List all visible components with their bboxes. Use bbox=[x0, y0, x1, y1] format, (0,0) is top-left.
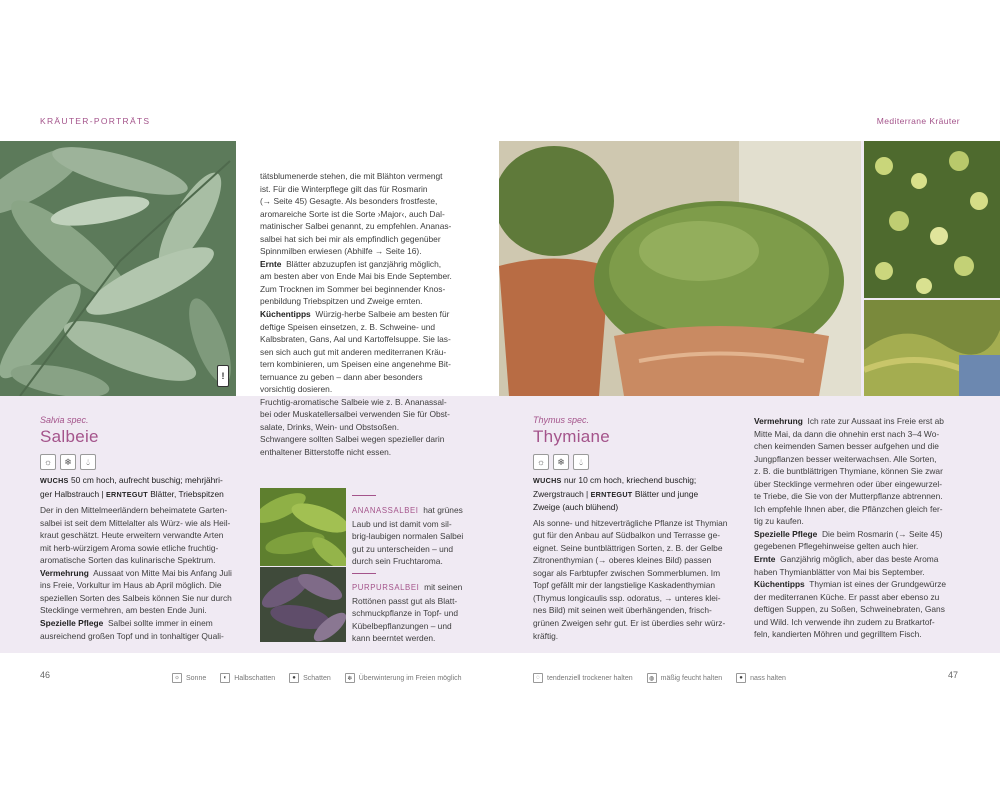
legend-item-dry bbox=[533, 673, 633, 683]
text-line: hat grünes bbox=[423, 505, 463, 515]
sage-column2-text bbox=[260, 170, 492, 459]
text-line: vorsichtig dosieren. bbox=[260, 384, 333, 395]
water-drop-icon: ◌ bbox=[533, 673, 543, 683]
purple-sage-photo bbox=[260, 567, 346, 642]
creeping-thyme-photo bbox=[864, 300, 1000, 396]
legend-label: Sonne bbox=[186, 674, 207, 682]
photo-info-badge: ! bbox=[217, 365, 229, 387]
text-line: Kalbsbraten, Gans, Aal und Kartoffelsuppe. Sie las- bbox=[260, 334, 451, 345]
text-line: Topf gefällt mir der langstielige Kaskadenthymian bbox=[533, 580, 716, 591]
snowflake-icon: ❄ bbox=[345, 673, 355, 683]
sun-icon: ☼ bbox=[172, 673, 182, 683]
water-drop-icon: ◍ bbox=[647, 673, 657, 683]
legend-item-shade bbox=[289, 673, 331, 683]
text-line: penbildung Triebspitzen und Zweige ernten. bbox=[260, 296, 423, 307]
text-line: und Wild. Ich verwende ihn zudem zu Bratkartof- bbox=[754, 616, 935, 627]
legend-label: Schatten bbox=[303, 674, 331, 682]
text-line: feln, kandierten Möhren und gegrilltem Fisch. bbox=[754, 629, 922, 640]
text-line: grünen Zweigen sehr gut. Er ist überdies sehr würz- bbox=[533, 618, 726, 629]
sage-care-icons bbox=[40, 454, 96, 470]
text-line: Blätter, Triebspitzen bbox=[147, 488, 224, 499]
text-line: aromatische Sorten das kulinarische Spektrum. bbox=[40, 555, 216, 566]
section-header-left: KRÄUTER-PORTRÄTS bbox=[40, 116, 151, 126]
text-line: kann beerntet werden. bbox=[352, 633, 436, 644]
text-line: ausreichend großen Topf und in tonhaltiger Quali- bbox=[40, 630, 224, 641]
text-line: Ich empfehle Ihnen aber, die Pflänzchen gleich fer- bbox=[754, 503, 943, 514]
text-line: Als sonne- und hitzeverträgliche Pflanze ist Thymian bbox=[533, 517, 728, 528]
sun-icon: ☼ bbox=[40, 454, 56, 470]
text-line: Fruchtig-aromatische Salbeie wie z. B. Ananassal- bbox=[260, 396, 447, 407]
text-line: Ganzjährig möglich, aber das beste Aroma bbox=[780, 554, 939, 565]
text-line: Die beim Rosmarin (→ Seite 45) bbox=[821, 528, 943, 539]
text-line: Stecklinge vermehren, am besten Ende Juni. bbox=[40, 605, 207, 616]
text-line: Laub und ist damit vom sil- bbox=[352, 518, 452, 529]
text-line: brig-laubigen normalen Salbei bbox=[352, 531, 464, 542]
legend-label: tendenziell trockener halten bbox=[547, 674, 633, 682]
text-line: aromareiche Sorte ist die Sorte ›Major‹, auch Dal- bbox=[260, 208, 445, 219]
text-line: deftige Speisen einsetzen, z. B. Schweine- und bbox=[260, 321, 436, 332]
snowflake-icon: ❄ bbox=[553, 454, 569, 470]
legend-label: Überwinterung im Freien möglich bbox=[358, 674, 462, 682]
text-line: Zwergstrauch | bbox=[533, 488, 591, 499]
legend-item-moist bbox=[647, 673, 722, 683]
kuechentipps-label: Küchentipps bbox=[260, 309, 311, 320]
text-line: gegebenen Pflegehinweise gelten auch hier. bbox=[754, 541, 919, 552]
erntegut-label: ERNTEGUT bbox=[105, 489, 148, 499]
text-line: mit herb-würzigem Aroma sowie etliche fruchtig- bbox=[40, 542, 219, 553]
legend-left bbox=[172, 673, 461, 683]
vermehrung-label: Vermehrung bbox=[40, 567, 89, 578]
text-line: Der in den Mittelmeerländern beheimatete Garten- bbox=[40, 505, 228, 516]
text-line: salbei ist seit dem Mittelalter als Würz- wie als Heil- bbox=[40, 517, 231, 528]
text-line: tig zu kaufen. bbox=[754, 516, 804, 527]
text-line: ternuance zu geben – dann aber besonders bbox=[260, 371, 423, 382]
text-line: kraut geschätzt. Heute erweitern verwandte Arten bbox=[40, 530, 224, 541]
thyme-pot-photo bbox=[499, 141, 861, 396]
text-line: Salbei sollte immer in einem bbox=[107, 618, 213, 629]
purple-sage-caption bbox=[352, 581, 492, 645]
sun-icon: ☼ bbox=[533, 454, 549, 470]
text-line: bei oder Muskatellersalbei verwenden Sie für Obst- bbox=[260, 409, 450, 420]
snowflake-icon: ❄ bbox=[60, 454, 76, 470]
text-line: salate, Drinks, Wein- und Obstsoßen. bbox=[260, 421, 400, 432]
text-line: Jungpflanzen besser weiterwachsen. Alle Sorten, bbox=[754, 453, 937, 464]
text-line: eignet. Seine buntblättrigen Sorten, z. B. der Gelbe bbox=[533, 542, 723, 553]
text-line: kräftig. bbox=[533, 630, 559, 641]
text-line: Thymian ist eines der Grundgewürze bbox=[809, 579, 947, 590]
text-line: Blätter abzuzupfen ist ganzjährig möglich, bbox=[286, 258, 442, 269]
text-line: salbei hat sich bei mir als empfindlich gegenüber bbox=[260, 233, 441, 244]
thyme-care-icons bbox=[533, 454, 589, 470]
section-header-right: Mediterrane Kräuter bbox=[876, 116, 960, 126]
text-line: deftigen Suppen, zu Soßen, Schweinebraten, Gans bbox=[754, 604, 945, 615]
text-line: matinischer Salbei genannt, zu empfehlen. Ananas- bbox=[260, 221, 452, 232]
thyme-column2-text bbox=[754, 415, 964, 641]
text-line: tätsblumenerde stehen, die mit Blähton vermengt bbox=[260, 171, 443, 181]
text-line: tern kombinieren, um Speisen eine angenehme Bit- bbox=[260, 359, 451, 370]
text-line: chen keimenden Samen besser aufgehen und die bbox=[754, 441, 939, 452]
ernte-label: Ernte bbox=[260, 258, 282, 269]
lemon-thyme-photo bbox=[864, 141, 1000, 298]
caption-divider bbox=[352, 495, 376, 496]
text-line: Zweige (auch blühend) bbox=[533, 502, 619, 513]
sage-latin-name: Salvia spec. bbox=[40, 415, 89, 425]
text-line: Kübelbepflanzungen – und bbox=[352, 620, 452, 631]
half-shade-icon: ◐ bbox=[220, 673, 230, 683]
text-line: Rottönen passt gut als Blatt- bbox=[352, 595, 458, 606]
pflege-label: Spezielle Pflege bbox=[754, 528, 818, 539]
legend-item-sun bbox=[172, 673, 206, 683]
water-drop-icon: 💧︎ bbox=[573, 454, 589, 470]
text-line: (Thymus longicaulis ssp. odoratus, → unteres klei- bbox=[533, 592, 721, 603]
text-line: z. B. die buntblättrigen Thymiane, können Sie zwar bbox=[754, 466, 943, 477]
water-drop-icon: 💧︎ bbox=[80, 454, 96, 470]
text-line: Ich rate zur Aussaat ins Freie erst ab bbox=[807, 416, 944, 426]
pineapple-sage-photo bbox=[260, 488, 346, 566]
text-line: nes Bild) mit seinen weit überhängenden, frisch- bbox=[533, 605, 712, 616]
text-line: enthaltener Bitterstoffe nicht essen. bbox=[260, 447, 392, 458]
text-line: über Stecklinge vermehren oder über eingewurzel- bbox=[754, 478, 943, 489]
text-line: am besten aber von Ende Mai bis Ende September. bbox=[260, 271, 452, 282]
text-line: Würzig-herbe Salbeie am besten für bbox=[315, 309, 450, 320]
text-line: speziellen Sorten des Salbeis können Sie nur durch bbox=[40, 592, 232, 603]
text-line: Blätter und junge bbox=[632, 488, 699, 499]
purple-sage-title: PURPURSALBEI bbox=[352, 583, 420, 592]
text-line: Aussaat von Mitte Mai bis Anfang Juli bbox=[93, 567, 232, 578]
text-line: Mitte Mai, da dann die ohnehin erst nach 3–4 Wo- bbox=[754, 428, 940, 439]
sage-photo bbox=[0, 141, 236, 396]
page-number-right: 47 bbox=[947, 670, 958, 680]
ernte-label: Ernte bbox=[754, 554, 776, 565]
shade-icon: ● bbox=[289, 673, 299, 683]
thyme-title: Thymiane bbox=[533, 427, 611, 446]
wuchs-label: WUCHS bbox=[40, 476, 69, 485]
text-line: nur 10 cm hoch, kriechend buschig; bbox=[563, 475, 697, 485]
column2-intro-lines bbox=[260, 170, 492, 258]
text-line: gut zu unterscheiden – und bbox=[352, 543, 454, 554]
text-line: 50 cm hoch, aufrecht buschig; mehrjähri- bbox=[70, 475, 223, 485]
text-line: Zum Trocknen im Sommer bei beginnender Knos- bbox=[260, 283, 446, 294]
legend-item-half-shade bbox=[220, 673, 275, 683]
pineapple-sage-title: ANANASSALBEI bbox=[352, 506, 419, 515]
legend-label: Halbschatten bbox=[234, 674, 276, 682]
wuchs-label: WUCHS bbox=[533, 476, 562, 485]
thyme-body-text bbox=[533, 474, 738, 642]
text-line: gut für den Anbau auf Südbalkon und Terrasse ge- bbox=[533, 530, 721, 541]
sage-body-text bbox=[40, 474, 248, 642]
text-line: te Triebe, die Sie von der Mutterpflanze abtrennen. bbox=[754, 491, 943, 502]
page-number-left: 46 bbox=[40, 670, 51, 680]
pflege-label: Spezielle Pflege bbox=[40, 618, 104, 629]
text-line: Schwangere sollten Salbei wegen spezieller darin bbox=[260, 434, 445, 445]
water-drop-icon: ● bbox=[736, 673, 746, 683]
kuechentipps-label: Küchentipps bbox=[754, 579, 805, 590]
thyme-latin-name: Thymus spec. bbox=[533, 415, 590, 425]
text-line: durch sein Fruchtaroma. bbox=[352, 556, 443, 567]
text-line: ins Freie, Vorkultur im Haus ab April möglich. Die bbox=[40, 580, 222, 591]
caption-divider bbox=[352, 573, 376, 574]
text-line: sen sich auch gut mit anderen mediterranen Kräu- bbox=[260, 346, 447, 357]
text-line: sogar als Farbtupfer zwischen Sommerblumen. Im bbox=[533, 567, 721, 578]
text-line: (→ Seite 45) Gesagte. Als besonders frostfeste, bbox=[260, 196, 438, 207]
text-line: Spinnmilben erwiesen (Abhilfe → Seite 16). bbox=[260, 246, 422, 257]
legend-label: nass halten bbox=[750, 674, 786, 682]
text-line: schmuckpflanze in Topf- und bbox=[352, 608, 458, 619]
pineapple-sage-caption bbox=[352, 504, 492, 568]
legend-right bbox=[533, 673, 786, 683]
text-line: mit seinen bbox=[424, 582, 463, 592]
text-line: ger Halbstrauch | bbox=[40, 488, 106, 499]
text-line: der mediterranen Küche. Er passt aber ebenso zu bbox=[754, 591, 940, 602]
erntegut-label: ERNTEGUT bbox=[590, 489, 633, 499]
vermehrung-label: Vermehrung bbox=[754, 416, 803, 426]
text-line: ist. Für die Winterpflege gilt das für Rosmarin bbox=[260, 183, 428, 194]
sage-title: Salbeie bbox=[40, 427, 99, 446]
legend-item-winter bbox=[345, 673, 462, 683]
text-line: haben Thymianblätter von Mai bis September. bbox=[754, 566, 925, 577]
text-line: Zitronenthymian (→ oberes kleines Bild) passen bbox=[533, 555, 712, 566]
legend-item-wet bbox=[736, 673, 786, 683]
legend-label: mäßig feucht halten bbox=[660, 674, 723, 682]
